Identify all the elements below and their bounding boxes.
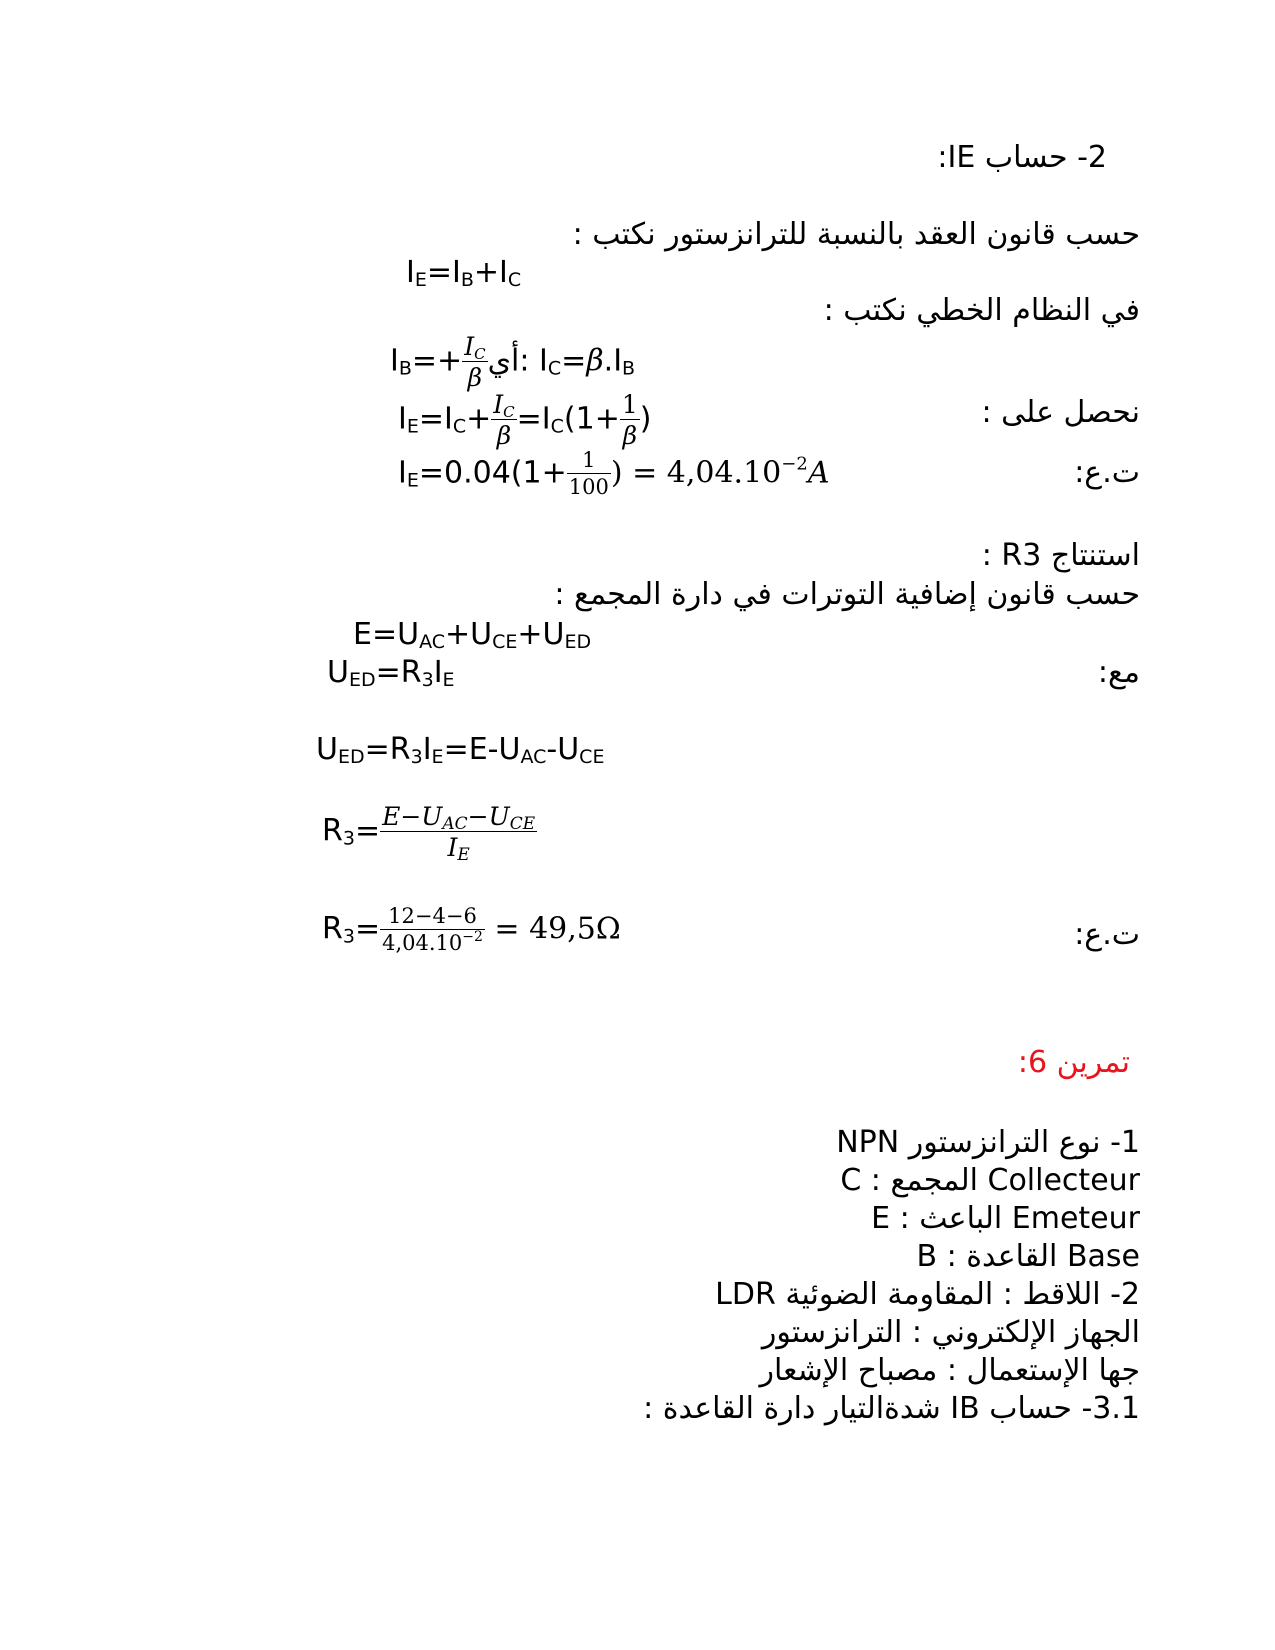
equation-r3-formula: $R_3=$ $\frac{E-U_{AC}-U_{CE}}{I_E}$ xyxy=(322,802,536,865)
with-label: مع: xyxy=(1097,655,1140,690)
fraction-r3: $\frac{E-U_{AC}-U_{CE}}{I_E}$ xyxy=(382,802,536,865)
fraction-ic-over-beta: $\frac{I_C}{\beta}$ xyxy=(464,332,486,392)
numeric-application-label-2: ت.ع: xyxy=(1074,917,1140,952)
list-item: B : القاعدة Base xyxy=(916,1239,1140,1274)
section-heading-r3: استنتاج R3 : xyxy=(981,538,1140,573)
voltage-law-text: حسب قانون إضافية التوترات في دارة المجمع : xyxy=(554,577,1140,612)
equation-ie-beta: $I_E=I_C+$ $\frac{I_C}{\beta}$ $=I_C(1+$ $\frac{1}{\beta}$ ) xyxy=(398,390,652,450)
node-law-text: حسب قانون العقد بالنسبة للترانزستور نكتب : xyxy=(572,217,1140,252)
fraction-ic-over-beta: $\frac{I_C}{\beta}$ xyxy=(493,390,515,450)
list-item: 3.1- حساب IB شدةالتيار دارة القاعدة : xyxy=(643,1391,1140,1426)
we-obtain-text: نحصل على : xyxy=(981,395,1140,430)
fraction-one-over-beta: $\frac{1}{\beta}$ xyxy=(621,390,638,450)
numeric-application-label: ت.ع: xyxy=(1074,455,1140,490)
equation-ib: $I_B=+$ $\frac{I_C}{\beta}$ $:أيI_C=\beta.I_B$ xyxy=(390,332,636,392)
equation-r3-numeric: $R_3=$ $\frac{12-4-6}{4,04.10^{-2}}$ = 49,5Ω xyxy=(322,904,621,955)
fraction-r3-numeric: $\frac{12-4-6}{4,04.10^{-2}}$ xyxy=(382,904,483,955)
list-item: جها الإستعمال : مصباح الإشعار xyxy=(759,1353,1140,1388)
list-item: 2- اللاقط : المقاومة الضوئية LDR xyxy=(715,1277,1140,1312)
section-heading-ie: 2- حساب IE: xyxy=(937,140,1107,175)
exercise-6-title: تمرين 6: xyxy=(1017,1045,1130,1080)
list-item: C : المجمع Collecteur xyxy=(840,1163,1140,1198)
equation-e-sum: $E=U_{AC}+U_{CE}+U_{ED}$ xyxy=(353,617,592,653)
equation-ued: $U_{ED}=R_3I_E$ xyxy=(327,655,455,691)
list-item: 1- نوع الترانزستور NPN xyxy=(836,1125,1140,1160)
equation-ued-expanded: $U_{ED}=R_3I_E=E-U_{AC}-U_{CE}$ xyxy=(316,732,605,768)
fraction-one-over-hundred: $\frac{1}{100}$ xyxy=(568,448,609,499)
equation-ie-numeric: $I_E=0.04(1+$ $\frac{1}{100}$ ) = $4,04.10^{-2}A$ xyxy=(398,448,830,499)
list-item: الجهاز الإلكتروني : الترانزستور xyxy=(761,1315,1140,1350)
equation-ie-sum: $I_E=I_B+I_C$ xyxy=(406,255,522,291)
linear-regime-text: في النظام الخطي نكتب : xyxy=(823,293,1140,328)
list-item: E : الباعث Emeteur xyxy=(871,1201,1140,1236)
